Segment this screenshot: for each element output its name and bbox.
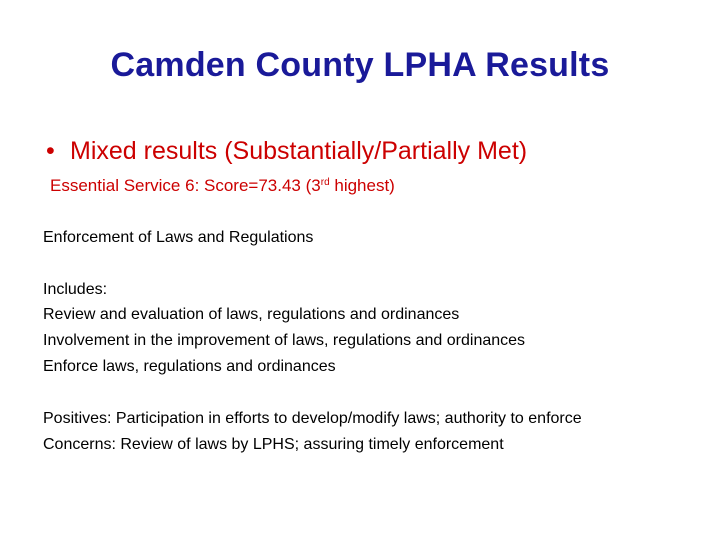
score-suffix: highest) — [329, 176, 395, 195]
includes-label: Includes: — [43, 281, 108, 298]
bullet-symbol: • — [46, 137, 55, 165]
includes-item: Involvement in the improvement of laws, regulations and ordinances — [43, 332, 526, 349]
section-heading: Enforcement of Laws and Regulations — [43, 229, 314, 246]
includes-item: Review and evaluation of laws, regulations and ordinances — [43, 306, 460, 323]
score-ordinal-suffix: rd — [320, 177, 330, 188]
essential-service-score — [50, 176, 395, 196]
includes-item: Enforce laws, regulations and ordinances — [43, 358, 336, 375]
slide-title: Camden County LPHA Results — [110, 46, 610, 84]
bullet-text: Mixed results (Substantially/Partially Met) — [70, 137, 528, 165]
concerns-line: Concerns: Review of laws by LPHS; assuring timely enforcement — [43, 436, 504, 453]
score-prefix: Essential Service 6: Score=73.43 (3 — [50, 176, 321, 195]
main-bullet — [46, 137, 527, 166]
positives-line: Positives: Participation in efforts to develop/modify laws; authority to enforce — [43, 410, 582, 427]
